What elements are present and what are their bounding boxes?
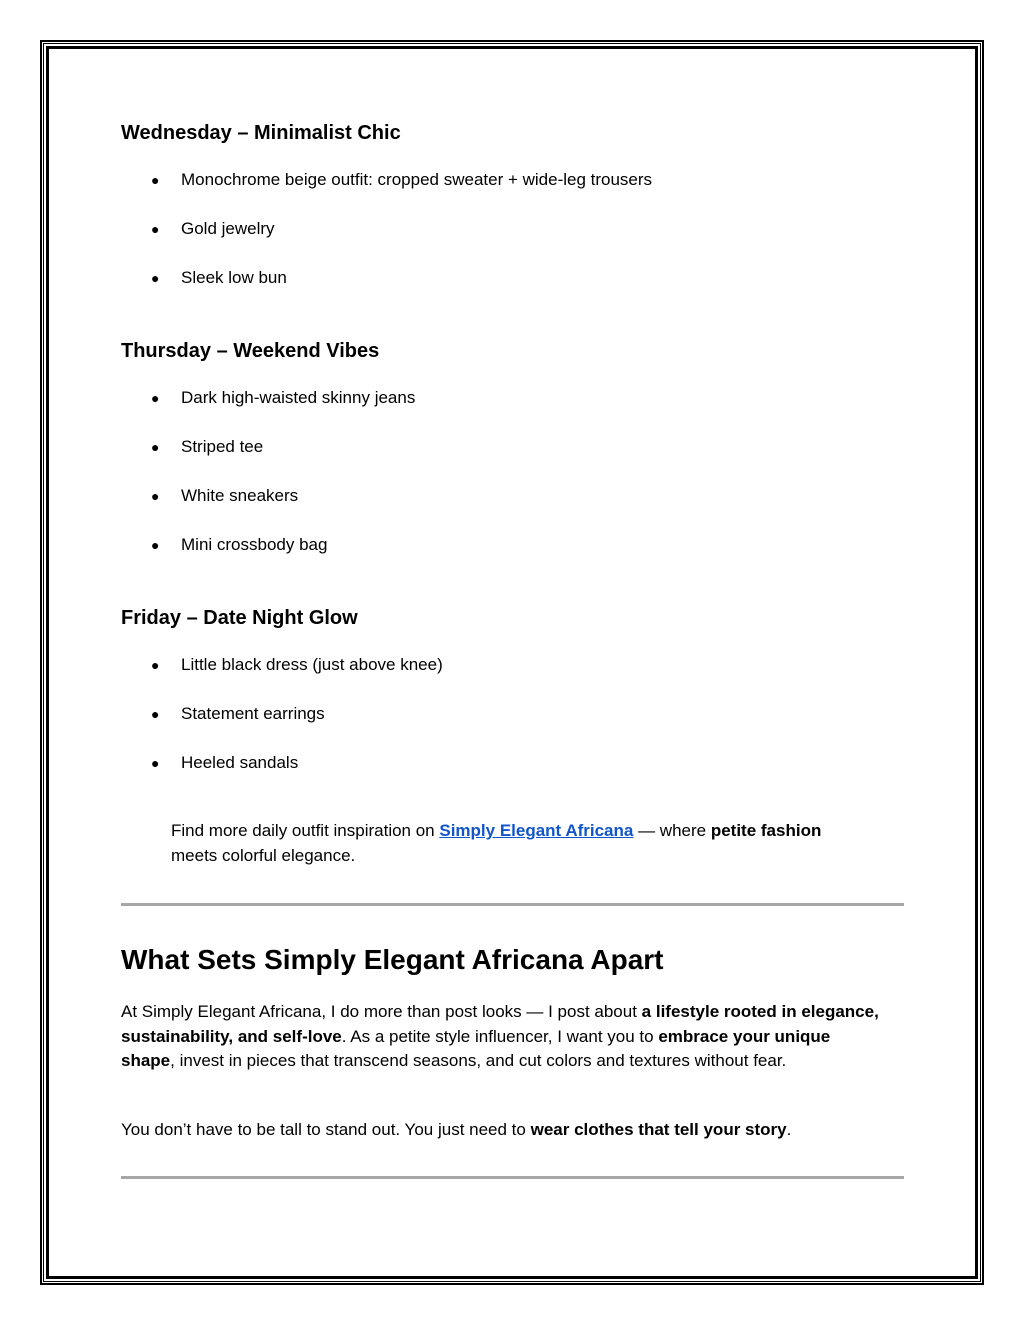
bullet-icon: ● [151, 657, 160, 673]
section-paragraph-2 [121, 1118, 881, 1143]
wednesday-heading: Wednesday – Minimalist Chic [121, 122, 401, 144]
para2-text-2: . [786, 1120, 792, 1139]
list-item-text: Striped tee [181, 437, 264, 456]
find-more-paragraph [171, 818, 831, 868]
find-more-bold: petite fashion [710, 821, 822, 840]
simply-elegant-africana-link[interactable]: Simply Elegant Africana [439, 821, 634, 840]
bullet-icon: ● [151, 488, 160, 504]
thursday-heading: Thursday – Weekend Vibes [121, 340, 380, 362]
bullet-icon: ● [151, 439, 160, 455]
bullet-icon: ● [151, 706, 160, 722]
para1-text-2: . As a petite style influencer, I want you to [341, 1026, 659, 1046]
find-more-prefix: Find more daily outfit inspiration on [171, 821, 440, 840]
para1-text-1: At Simply Elegant Africana, I do more than post looks — I post about [121, 1002, 642, 1021]
list-item-text: Monochrome beige outfit: cropped sweater + wide-leg trousers [181, 170, 653, 189]
list-item-text: Sleek low bun [181, 268, 287, 287]
bullet-icon: ● [151, 390, 160, 406]
divider-bottom [121, 1176, 904, 1179]
list-item-text: Heeled sandals [181, 753, 299, 772]
list-item-text: Statement earrings [181, 704, 325, 723]
divider-top [121, 903, 904, 906]
find-more-middle: — where [633, 821, 711, 840]
friday-heading: Friday – Date Night Glow [121, 607, 358, 629]
section-title: What Sets Simply Elegant Africana Apart [121, 944, 664, 975]
para1-text-3: , invest in pieces that transcend seasons, and cut colors and textures without fear. [170, 1051, 787, 1070]
para1-bold-2: embrace your unique shape [121, 1026, 831, 1070]
para2-text-1: You don’t have to be tall to stand out. You just need to [121, 1120, 531, 1139]
list-item-text: Dark high-waisted skinny jeans [181, 388, 416, 407]
para2-bold-1: wear clothes that tell your story [530, 1120, 787, 1139]
section-paragraph-1 [121, 1000, 881, 1074]
para1-bold-1: a lifestyle rooted in elegance, sustainability, and self-love [121, 1002, 879, 1046]
find-more-suffix: meets colorful elegance. [171, 846, 356, 865]
list-item-text: White sneakers [181, 486, 299, 505]
bullet-icon: ● [151, 172, 160, 188]
list-item-text: Gold jewelry [181, 219, 275, 238]
bullet-icon: ● [151, 221, 160, 237]
bullet-icon: ● [151, 537, 160, 553]
list-item-text: Mini crossbody bag [181, 535, 328, 554]
bullet-icon: ● [151, 270, 160, 286]
bullet-icon: ● [151, 755, 160, 771]
list-item-text: Little black dress (just above knee) [181, 655, 443, 674]
